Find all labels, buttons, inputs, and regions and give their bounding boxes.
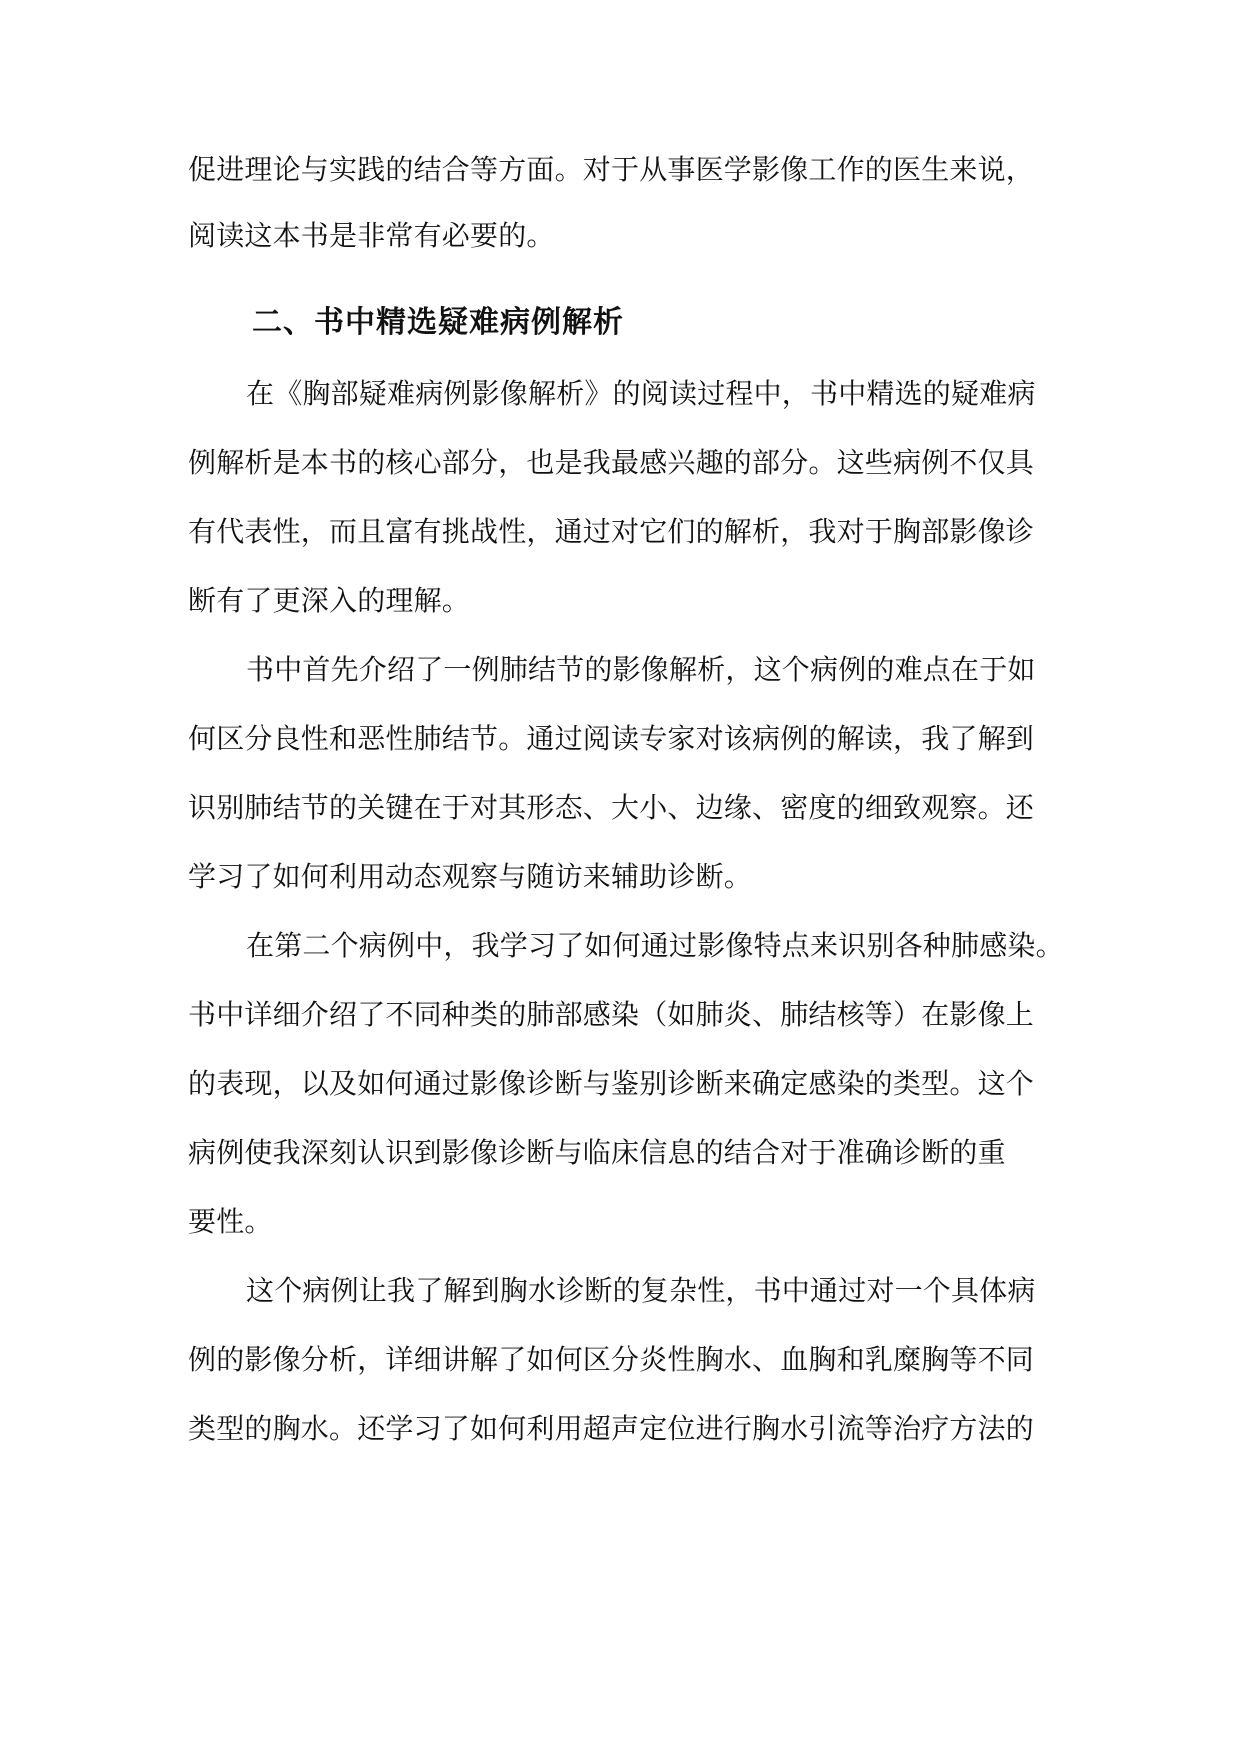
- intro-line: 阅读这本书是非常有必要的。: [188, 219, 555, 252]
- paragraph-line: 书中首先介绍了一例肺结节的影像解析，这个病例的难点在于如: [246, 653, 1036, 686]
- paragraph-line: 断有了更深入的理解。: [188, 584, 471, 617]
- paragraph-line: 要性。: [188, 1205, 273, 1238]
- paragraph-line: 的表现，以及如何通过影像诊断与鉴别诊断来确定感染的类型。这个: [188, 1067, 1035, 1100]
- paragraph-line: 例的影像分析，详细讲解了如何区分炎性胸水、血胸和乳糜胸等不同: [188, 1343, 1035, 1376]
- paragraph-line: 类型的胸水。还学习了如何利用超声定位进行胸水引流等治疗方法的: [188, 1412, 1035, 1445]
- paragraph-line: 在第二个病例中，我学习了如何通过影像特点来识别各种肺感染。: [246, 929, 1064, 962]
- paragraph-line: 学习了如何利用动态观察与随访来辅助诊断。: [188, 860, 753, 893]
- paragraph-line: 这个病例让我了解到胸水诊断的复杂性，书中通过对一个具体病: [246, 1274, 1036, 1307]
- paragraph-line: 何区分良性和恶性肺结节。通过阅读专家对该病例的解读，我了解到: [188, 722, 1035, 755]
- section-heading: 二、书中精选疑难病例解析: [252, 305, 624, 340]
- intro-line: 促进理论与实践的结合等方面。对于从事医学影像工作的医生来说，: [188, 153, 1035, 186]
- paragraph-line: 识别肺结节的关键在于对其形态、大小、边缘、密度的细致观察。还: [188, 791, 1035, 824]
- paragraph-line: 在《胸部疑难病例影像解析》的阅读过程中，书中精选的疑难病: [246, 377, 1036, 410]
- paragraph-line: 例解析是本书的核心部分，也是我最感兴趣的部分。这些病例不仅具: [188, 446, 1035, 479]
- paragraph-line: 有代表性，而且富有挑战性，通过对它们的解析，我对于胸部影像诊: [188, 515, 1035, 548]
- paragraph-line: 书中详细介绍了不同种类的肺部感染（如肺炎、肺结核等）在影像上: [188, 998, 1035, 1031]
- paragraph-line: 病例使我深刻认识到影像诊断与临床信息的结合对于准确诊断的重: [188, 1136, 1006, 1169]
